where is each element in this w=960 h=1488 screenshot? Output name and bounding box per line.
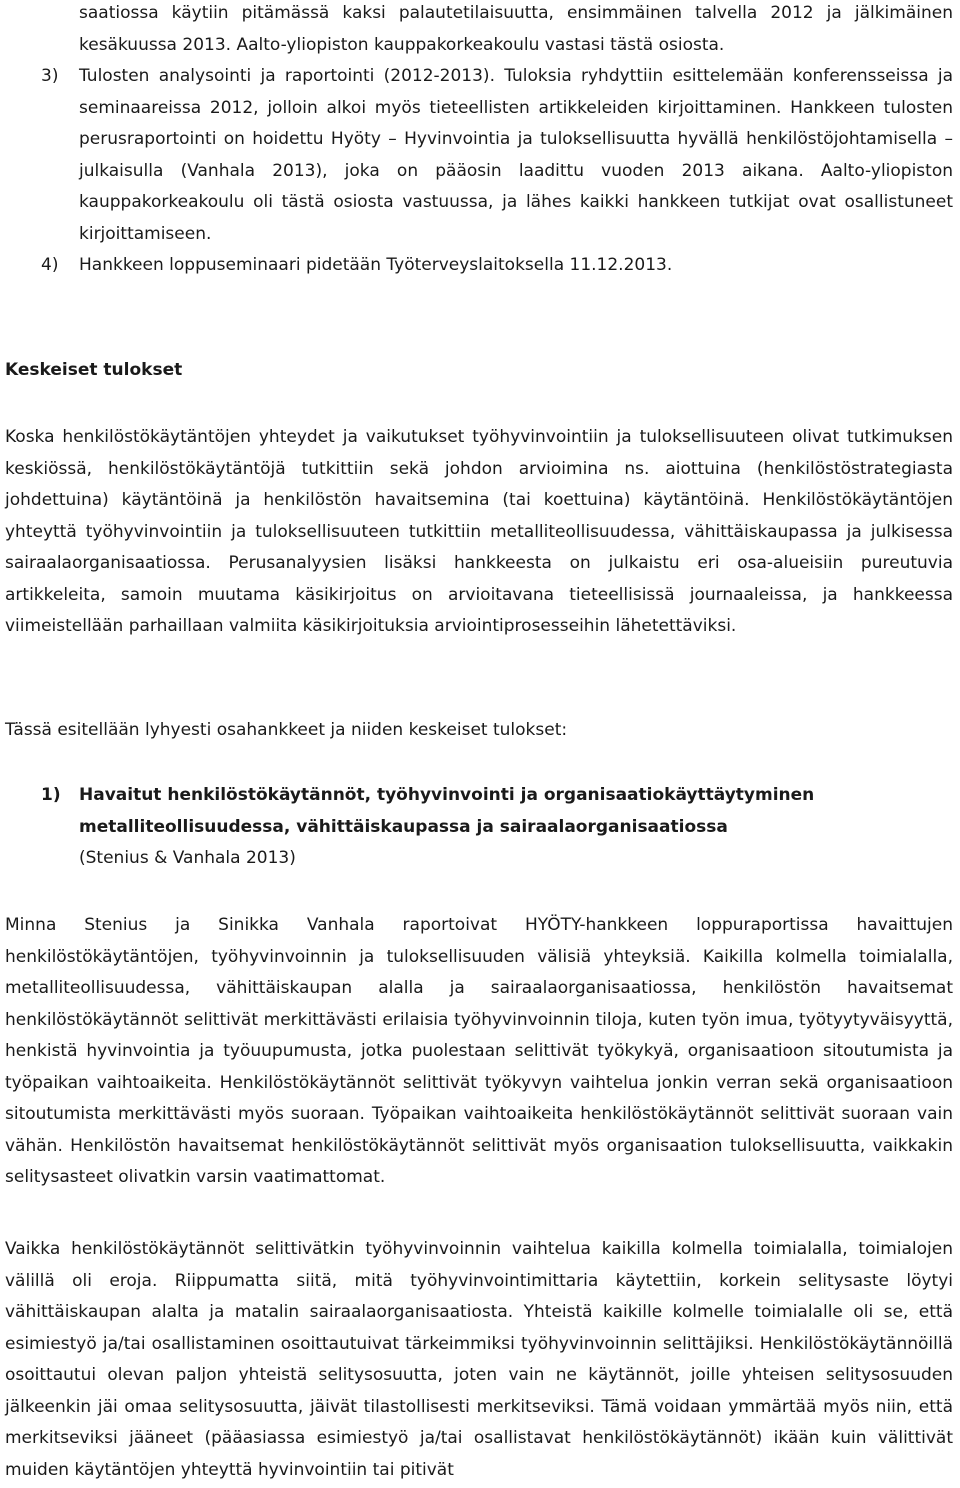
subproject-title-line-2: metalliteollisuudessa, vähittäiskaupassa ja sairaalaorganisaatiossa	[79, 816, 728, 837]
list-item-text: Tulosten analysointi ja raportointi (2012-2013). Tuloksia ryhdyttiin esittelemään konferensseissa ja seminaareissa 2012, jolloin alkoi myös tieteellisten artikkeleiden kirjoittaminen. Hankkeen tulosten perusraportointi on hoidettu Hyöty – Hyvinvointia ja tuloksellisuutta hyvällä henkilöstöjohtamisella –julkaisulla (Vanhala 2013), joka on pääosin laadittu vuoden 2013 aikana. Aalto-yliopiston kauppakorkeakoulu oli tästä osiosta vastuussa, ja lähes kaikki hankkeen tutkijat ovat osallistuneet kirjoittamiseen.	[79, 66, 953, 244]
list-item-2-continuation	[41, 0, 953, 61]
paragraph-1	[5, 422, 953, 643]
list-item-3	[41, 61, 953, 250]
paragraph-text: Koska henkilöstökäytäntöjen yhteydet ja vaikutukset työhyvinvointiin ja tuloksellisuuteen olivat tutkimuksen keskiössä, henkilöstökäytäntöjä tutkittiin sekä johdon arvioimina ns. aiottuina (henkilöstöstrategiasta johdettuina) käytäntöinä ja henkilöstön havaitsemina (tai koettuina) käytäntöinä. Henkilöstökäytäntöjen yhteyttä työhyvinvointiin ja tuloksellisuuteen tutkittiin metalliteollisuudessa, vähittäiskaupassa ja julkisessa sairaalaorganisaatiossa. Perusanalyysien lisäksi hankkeesta on julkaistu eri osa-alueisiin pureutuvia artikkeleita, samoin muutama käsikirjoitus on arvioitavana tieteellisissä journaaleissa, ja hankkeessa viimeistellään parhaillaan valmiita käsikirjoituksia arviointiprosesseihin lähetettäviksi.	[5, 427, 953, 636]
list-item-number: 3)	[41, 66, 59, 86]
list-item-4	[41, 250, 953, 282]
list-item-text: saatiossa käytiin pitämässä kaksi palautetilaisuutta, ensimmäinen talvella 2012 ja jälkimäinen kesäkuussa 2013. Aalto-yliopiston kauppakorkeakoulu vastasi tästä osiosta.	[79, 3, 953, 55]
paragraph-text: Vaikka henkilöstökäytännöt selittivätkin työhyvinvoinnin vaihtelua kaikilla kolmella toimialalla, toimialojen välillä oli eroja. Riippumatta siitä, mitä työhyvinvointimittaria käytettiin, korkein selitysaste löytyi vähittäiskaupan alalta ja matalin sairaalaorganisaatiosta. Yhteistä kaikille kolmelle toimialalle oli se, että esimiestyö ja/tai osallistaminen osoittautuivat tärkeimmiksi työhyvinvoinnin selittäjiksi. Henkilöstökäytännöillä osoittautui olevan paljon yhteistä selitysosuutta, joten vain ne käytännöt, joille yhteisen selitysosuuden jälkeenkin jäi omaa selitysosuutta, jäivät tilastollisesti merkitseviksi. Tämä voidaan ymmärtää myös niin, että merkitseviksi jääneet (pääasiassa esimiestyö ja/tai osallistavat henkilöstökäytännöt) ikään kuin välittivät muiden käytäntöjen yhteyttä hyvinvointiin tai pitivät	[5, 1239, 953, 1480]
methods-list	[41, 0, 953, 282]
paragraph-text: Minna Stenius ja Sinikka Vanhala raportoivat HYÖTY-hankkeen loppuraportissa havaittujen henkilöstökäytäntöjen, työhyvinvoinnin ja tuloksellisuuden välisiä yhteyksiä. Kaikilla kolmella toimialalla, metalliteollisuudessa, vähittäiskaupan alalla ja sairaalaorganisaatiossa, henkilöstön havaitsemat henkilöstökäytännöt selittivät merkittävästi erilaisia työhyvinvoinnin tiloja, kuten työn imua, työtyytyväisyyttä, henkistä hyvinvointia ja työuupumusta, jotka puolestaan selittivät työkykyä, organisaatioon sitoutumista ja työpaikan vaihtoaikeita. Henkilöstökäytännöt selittivät työkyvyn vaihtelua jonkin verran sekä organisaatioon sitoutumista merkittävästi myös suoraan. Työpaikan vaihtoaikeita henkilöstökäytännöt selittivät suoraan vain vähän. Henkilöstön havaitsemat henkilöstökäytännöt selittivät myös organisaation tuloksellisuutta, vaikkakin selitysasteet olivatkin varsin vaatimattomat.	[5, 915, 953, 1187]
intro-text: Tässä esitellään lyhyesti osahankkeet ja niiden keskeiset tulokset:	[5, 720, 568, 740]
subproject-heading-1	[41, 780, 841, 875]
subproject-reference: (Stenius & Vanhala 2013)	[79, 848, 296, 868]
intro-line	[5, 715, 953, 747]
section-heading: Keskeiset tulokset	[5, 360, 183, 380]
paragraph-2	[5, 910, 953, 1194]
list-item-text: Hankkeen loppuseminaari pidetään Työterveyslaitoksella 11.12.2013.	[79, 255, 673, 275]
subproject-number: 1)	[41, 785, 61, 805]
list-item-number: 4)	[41, 255, 59, 275]
subproject-title-line-1: Havaitut henkilöstökäytännöt, työhyvinvointi ja organisaatiokäyttäytyminen	[79, 785, 815, 805]
paragraph-3	[5, 1234, 953, 1486]
